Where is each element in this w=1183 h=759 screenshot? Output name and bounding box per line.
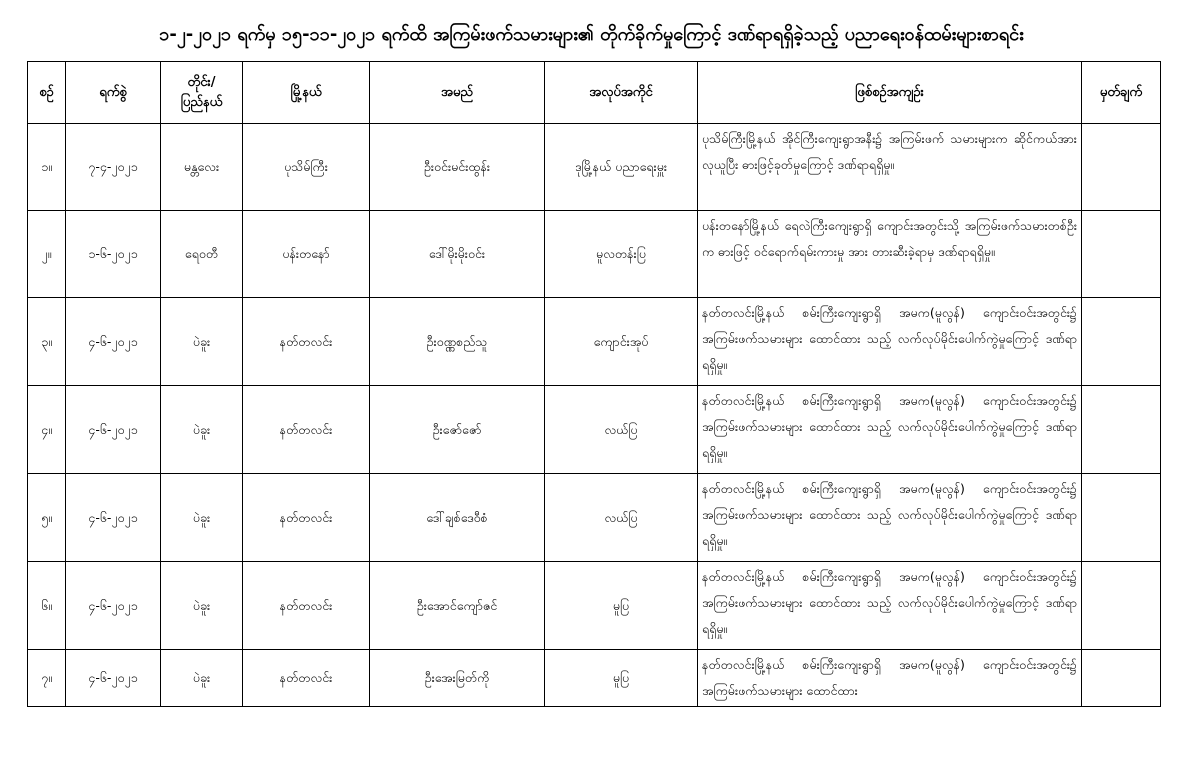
cell-township: ပန်းတနော် <box>243 211 370 298</box>
header-no: စဉ် <box>28 62 66 124</box>
cell-remark <box>1082 124 1161 211</box>
cell-date: ၄-၆-၂၀၂၁ <box>66 562 161 650</box>
cell-region: ပဲခူး <box>161 386 243 474</box>
table-row <box>28 650 1161 707</box>
cell-event <box>698 650 1082 707</box>
cell-position: မူပြ <box>545 562 698 650</box>
cell-name: ဒေါ်မိုးမိုးဝင်း <box>370 211 545 298</box>
header-row <box>28 62 1161 124</box>
cell-region: ပဲခူး <box>161 650 243 707</box>
cell-township: နတ်တလင်း <box>243 650 370 707</box>
cell-position: ဒုမြို့နယ် ပညာရေးမှူး <box>545 124 698 211</box>
cell-position: လယ်ပြ <box>545 474 698 562</box>
cell-no: ၆။ <box>28 562 66 650</box>
table-row <box>28 562 1161 650</box>
cell-township: နတ်တလင်း <box>243 562 370 650</box>
cell-no: ၂။ <box>28 211 66 298</box>
cell-date: ၄-၆-၂၀၂၁ <box>66 298 161 386</box>
cell-event <box>698 124 1082 211</box>
event-text: နတ်တလင်းမြို့နယ် စမ်းကြီးကျေးရွာရှိ အမက(မူလွန်) ကျောင်းဝင်းအတွင်း၌ အကြမ်းဖက်သမားများ ထောင်ထား သည့် လက်လုပ်မိုင်းပေါက်ကွဲမှုကြောင့် ဒဏ်ရာရရှိမှု။ <box>702 569 1077 636</box>
cell-remark <box>1082 298 1161 386</box>
cell-event <box>698 562 1082 650</box>
header-date: ရက်စွဲ <box>66 62 161 124</box>
cell-region: မန္တလေး <box>161 124 243 211</box>
cell-remark <box>1082 386 1161 474</box>
cell-township: နတ်တလင်း <box>243 474 370 562</box>
cell-no: ၁။ <box>28 124 66 211</box>
cell-position: လယ်ပြ <box>545 386 698 474</box>
table-row <box>28 386 1161 474</box>
cell-name: ဒေါ်ချစ်ဒေဝီစံ <box>370 474 545 562</box>
cell-no: ၅။ <box>28 474 66 562</box>
header-region: တိုင်း/ ပြည်နယ် <box>161 62 243 124</box>
table-row <box>28 298 1161 386</box>
header-position: အလုပ်အကိုင် <box>545 62 698 124</box>
cell-remark <box>1082 211 1161 298</box>
header-remark: မှတ်ချက် <box>1082 62 1161 124</box>
cell-township: နတ်တလင်း <box>243 386 370 474</box>
event-text: နတ်တလင်းမြို့နယ် စမ်းကြီးကျေးရွာရှိ အမက(မူလွန်) ကျောင်းဝင်းအတွင်း၌ အကြမ်းဖက်သမားများ ထောင်ထား သည့် လက်လုပ်မိုင်းပေါက်ကွဲမှုကြောင့် ဒဏ်ရာရရှိမှု။ <box>702 305 1077 372</box>
header-event: ဖြစ်စဉ်အကျဉ်း <box>698 62 1082 124</box>
header-name: အမည် <box>370 62 545 124</box>
header-township: မြို့နယ် <box>243 62 370 124</box>
cell-event <box>698 474 1082 562</box>
cell-remark <box>1082 474 1161 562</box>
cell-position: မူပြ <box>545 650 698 707</box>
event-text: ပန်းတနော်မြို့နယ် ရေလဲကြီးကျေးရွာရှိ ကျောင်းအတွင်းသို့ အကြမ်းဖက်သမားတစ်ဦးက ဓားဖြင့် ဝင်ရောက်ရမ်းကားမှု အား တားဆီးခဲ့ရာမှ ဒဏ်ရာရရှိမှု။ <box>702 218 1077 259</box>
event-text: နတ်တလင်းမြို့နယ် စမ်းကြီးကျေးရွာရှိ အမက(မူလွန်) ကျောင်းဝင်းအတွင်း၌ အကြမ်းဖက်သမားများ ထောင်ထား <box>702 657 1077 698</box>
cell-region: ပဲခူး <box>161 298 243 386</box>
cell-name: ဦးအောင်ကျော်ဇင် <box>370 562 545 650</box>
cell-date: ၇-၄-၂၀၂၁ <box>66 124 161 211</box>
cell-position: ကျောင်းအုပ် <box>545 298 698 386</box>
cell-date: ၄-၆-၂၀၂၁ <box>66 650 161 707</box>
cell-remark <box>1082 650 1161 707</box>
cell-region: ပဲခူး <box>161 474 243 562</box>
cell-name: ဦးဇော်ဇော် <box>370 386 545 474</box>
cell-name: ဦးအေးမြတ်ကို <box>370 650 545 707</box>
cell-position: မူလတန်းပြ <box>545 211 698 298</box>
cell-date: ၁-၆-၂၀၂၁ <box>66 211 161 298</box>
cell-name: ဦးဝင်းမင်းထွန်း <box>370 124 545 211</box>
cell-remark <box>1082 562 1161 650</box>
cell-name: ဦးဝဏ္ဏစည်သူ <box>370 298 545 386</box>
table-row <box>28 474 1161 562</box>
cell-event <box>698 298 1082 386</box>
cell-no: ၃။ <box>28 298 66 386</box>
event-text: နတ်တလင်းမြို့နယ် စမ်းကြီးကျေးရွာရှိ အမက(မူလွန်) ကျောင်းဝင်းအတွင်း၌ အကြမ်းဖက်သမားများ ထောင်ထား သည့် လက်လုပ်မိုင်းပေါက်ကွဲမှုကြောင့် ဒဏ်ရာရရှိမှု။ <box>702 393 1077 460</box>
cell-date: ၄-၆-၂၀၂၁ <box>66 474 161 562</box>
cell-date: ၄-၆-၂၀၂၁ <box>66 386 161 474</box>
cell-event <box>698 211 1082 298</box>
table-row <box>28 124 1161 211</box>
page-title: ၁-၂-၂၀၂၁ ရက်မှ ၁၅-၁၁-၂၀၂၁ ရက်ထိ အကြမ်းဖက်သမားများ၏ တိုက်ခိုက်မှုကြောင့် ဒဏ်ရာရရှိခဲ့သည့် ပညာရေးဝန်ထမ်းများစာရင်း <box>159 24 1024 45</box>
cell-region: ရေဝတီ <box>161 211 243 298</box>
cell-region: ပဲခူး <box>161 562 243 650</box>
event-text: ပုသိမ်ကြီးမြို့နယ် အိုင်ကြီးကျေးရွာအနီး၌ အကြမ်းဖက် သမားများက ဆိုင်ကယ်အား လုယူပြီး ဓားဖြင့်ခုတ်မှုကြောင့် ဒဏ်ရာရရှိမှု။ <box>702 131 1077 172</box>
cell-township: နတ်တလင်း <box>243 298 370 386</box>
cell-township: ပုသိမ်ကြီး <box>243 124 370 211</box>
cell-event <box>698 386 1082 474</box>
injured-staff-table <box>27 61 1161 707</box>
table-row <box>28 211 1161 298</box>
cell-no: ၄။ <box>28 386 66 474</box>
cell-no: ၇။ <box>28 650 66 707</box>
event-text: နတ်တလင်းမြို့နယ် စမ်းကြီးကျေးရွာရှိ အမက(မူလွန်) ကျောင်းဝင်းအတွင်း၌ အကြမ်းဖက်သမားများ ထောင်ထား သည့် လက်လုပ်မိုင်းပေါက်ကွဲမှုကြောင့် ဒဏ်ရာရရှိမှု။ <box>702 481 1077 548</box>
